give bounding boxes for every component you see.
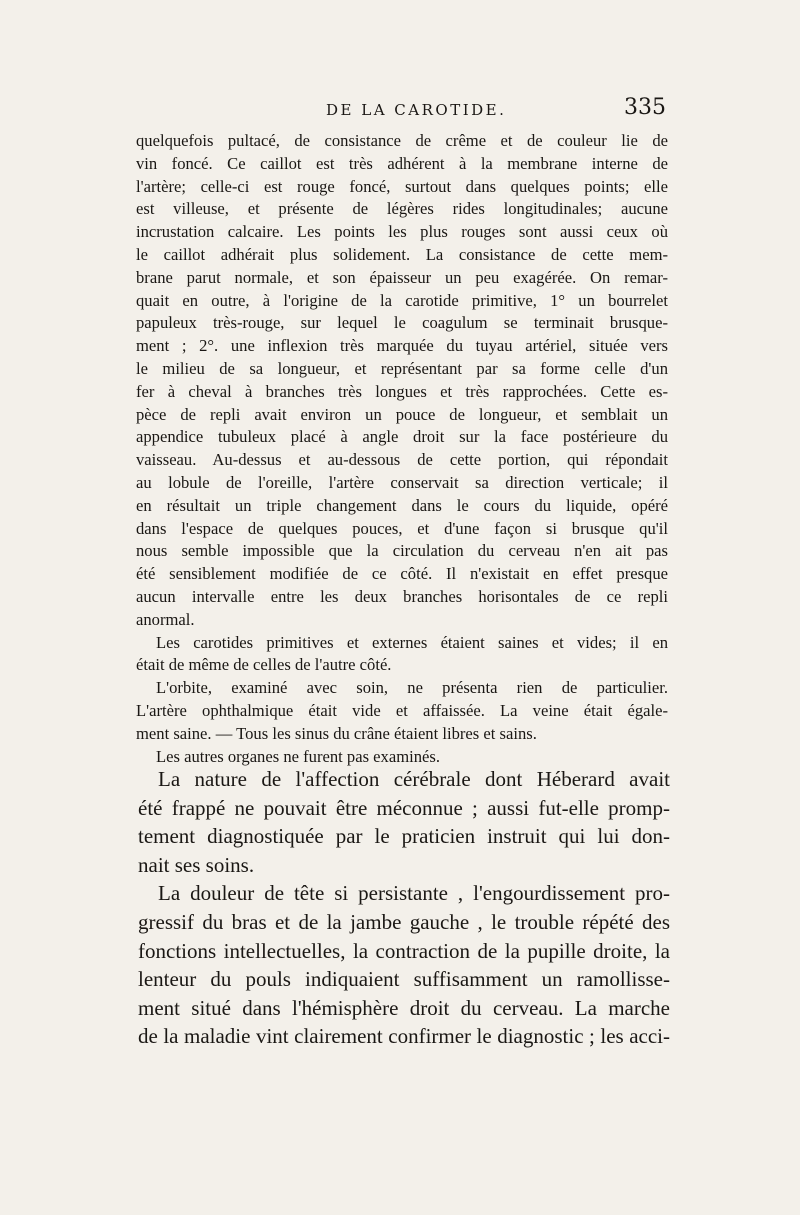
- text-line: vaisseau. Au-dessus et au-dessous de cette portion, qui répondait: [136, 450, 668, 470]
- text-line: dans l'espace de quelques pouces, et d'une façon si brusque qu'il: [136, 518, 668, 538]
- text-line: aucun intervalle entre les deux branches horisontales de ce repli: [136, 586, 668, 606]
- text-line: fonctions intellectuelles, la contraction de la pupille droite, la: [138, 938, 670, 963]
- text-line: anormal.: [136, 609, 195, 629]
- text-line: ment ; 2°. une inflexion très marquée du tuyau artériel, située vers: [136, 336, 668, 356]
- text-line: tement diagnostiquée par le praticien instruit qui lui don-: [138, 824, 670, 849]
- text-line: de la maladie vint clairement confirmer le diagnostic ; les acci-: [138, 1024, 670, 1049]
- text-line: Les autres organes ne furent pas examinés.: [156, 746, 440, 766]
- text-line: était de même de celles de l'autre côté.: [136, 655, 392, 675]
- text-line: incrustation calcaire. Les points les plus rouges sont aussi ceux où: [136, 222, 668, 242]
- text-line: appendice tubuleux placé à angle droit sur la face postérieure du: [136, 427, 668, 447]
- text-line: au lobule de l'oreille, l'artère conservait sa direction verticale; il: [136, 472, 668, 492]
- autopsy-notes-paragraphs: [136, 130, 668, 768]
- text-line: nous semble impossible que la circulation du cerveau n'en ait pas: [136, 541, 668, 561]
- page-number: 335: [624, 95, 666, 120]
- text-line: ment saine. — Tous les sinus du crâne étaient libres et sains.: [136, 723, 537, 743]
- text-line: L'orbite, examiné avec soin, ne présenta rien de particulier.: [156, 678, 668, 698]
- diagnosis-paragraphs: [138, 765, 670, 1051]
- text-line: vin foncé. Ce caillot est très adhérent à la membrane interne de: [136, 153, 668, 173]
- running-title: DE LA CAROTIDE.: [326, 101, 507, 119]
- text-line: fer à cheval à branches très longues et très rapprochées. Cette es-: [136, 381, 668, 401]
- text-line: gressif du bras et de la jambe gauche , le trouble répété des: [138, 909, 670, 934]
- text-line: l'artère; celle-ci est rouge foncé, surtout dans quelques points; elle: [136, 176, 668, 196]
- text-line: est villeuse, et présente de légères rides longitudinales; aucune: [136, 199, 668, 219]
- text-line: ment situé dans l'hémisphère droit du cerveau. La marche: [138, 995, 670, 1020]
- text-line: brane parut normale, et son épaisseur un peu exagérée. On remar-: [136, 267, 668, 287]
- text-line: quait en outre, à l'origine de la carotide primitive, 1° un bourrelet: [136, 290, 668, 310]
- text-line: Les carotides primitives et externes étaient saines et vides; il en: [156, 632, 668, 652]
- text-line: pèce de repli avait environ un pouce de longueur, et semblait un: [136, 404, 668, 424]
- text-line: L'artère ophthalmique était vide et affaissée. La veine était égale-: [136, 700, 668, 720]
- text-line: en résultait un triple changement dans le cours du liquide, opéré: [136, 495, 668, 515]
- text-line: nait ses soins.: [138, 852, 255, 877]
- text-line: le caillot adhérait plus solidement. La consistance de cette mem-: [136, 244, 668, 264]
- text-line: lenteur du pouls indiquaient suffisamment un ramollisse-: [138, 967, 670, 992]
- text-line: été sensiblement modifiée de ce côté. Il n'existait en effet presque: [136, 564, 668, 584]
- text-line: été frappé ne pouvait être méconnue ; aussi fut-elle promp-: [138, 795, 670, 820]
- text-line: La douleur de tête si persistante , l'engourdissement pro-: [158, 881, 670, 906]
- text-line: papuleux très-rouge, sur lequel le coagulum se terminait brusque-: [136, 313, 668, 333]
- running-head: [136, 95, 666, 125]
- text-line: le milieu de sa longueur, et représentant par sa forme celle d'un: [136, 358, 668, 378]
- text-line: quelquefois pultacé, de consistance de crême et de couleur lie de: [136, 131, 668, 150]
- text-line: La nature de l'affection cérébrale dont Héberard avait: [158, 767, 670, 791]
